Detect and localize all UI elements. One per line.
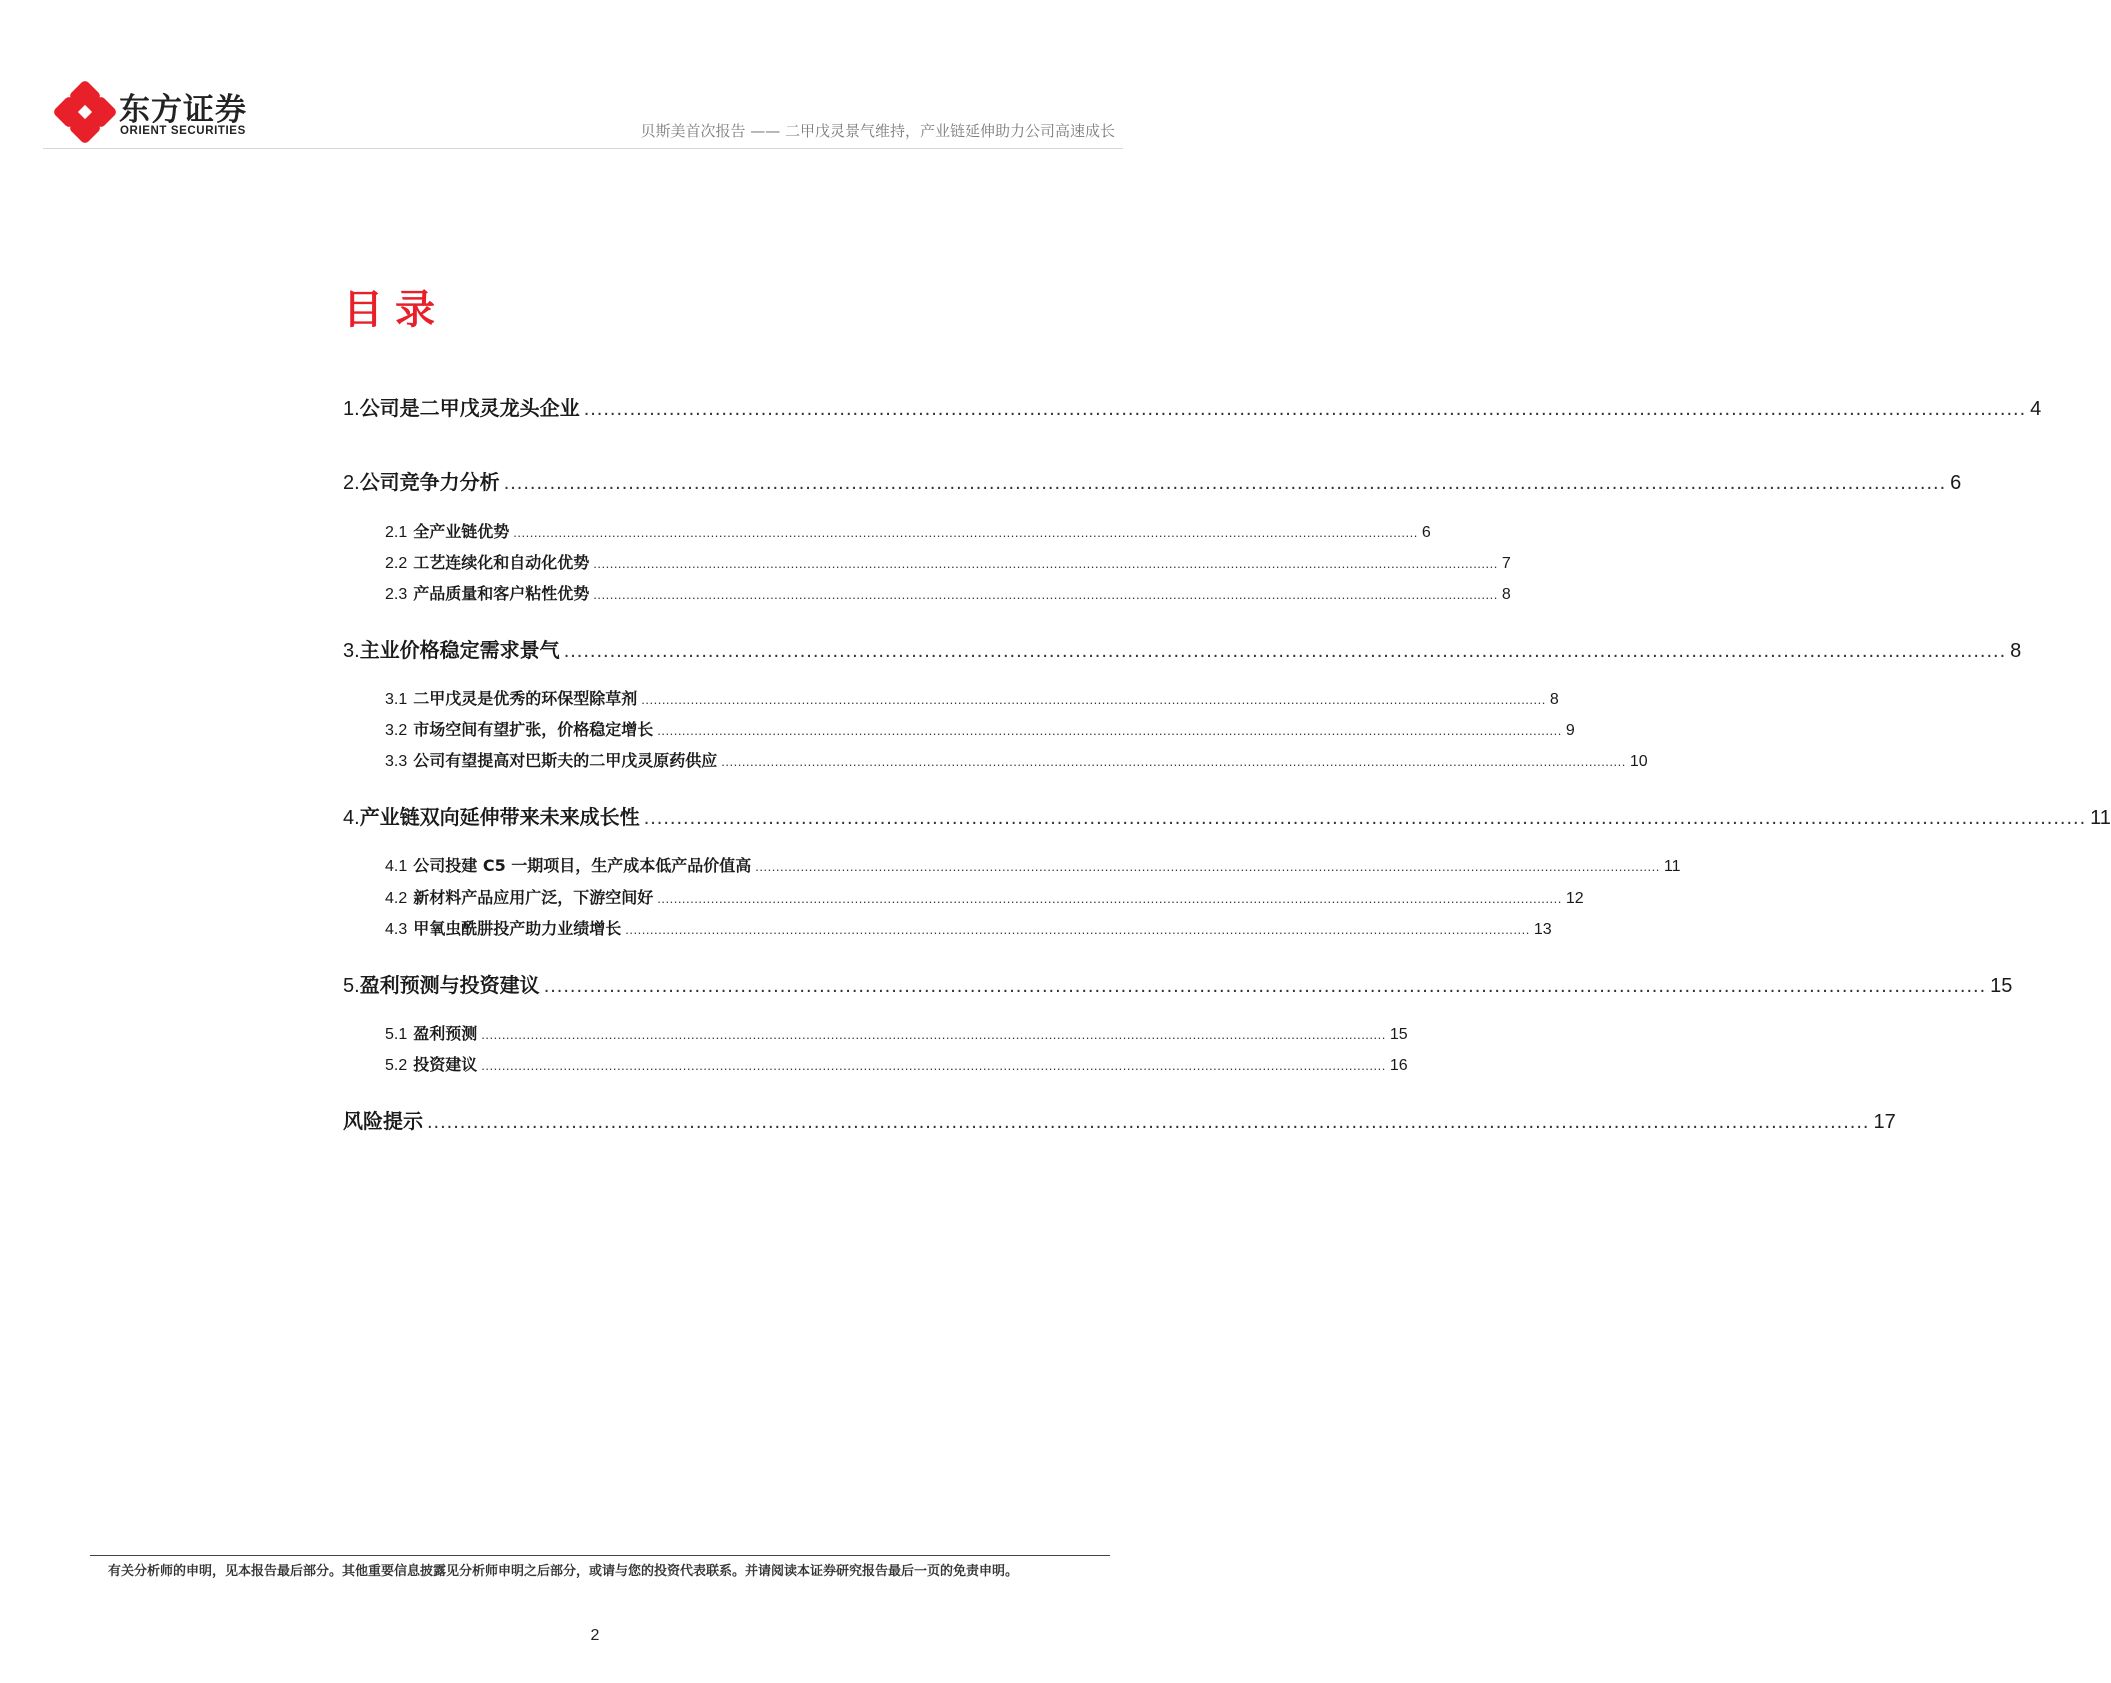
toc-leader-dots: ............................................................................................................................................................................................................................ xyxy=(657,891,1562,906)
toc-entry-page: 16 xyxy=(1389,1057,1408,1074)
toc-leader-dots: ............................................................................................................................................................................................................................ xyxy=(641,692,1546,707)
toc-entry[interactable] xyxy=(343,466,1962,495)
toc-leader-dots: ............................................................................................................................................................................................................................ xyxy=(593,587,1498,602)
page-number: 2 xyxy=(590,1627,600,1644)
toc-leader-dots: ............................................................................................................................................................................................................................ xyxy=(503,472,1947,494)
toc-entry-title: 公司是二甲戊灵龙头企业 xyxy=(359,396,580,420)
toc-entry[interactable] xyxy=(385,1021,1408,1044)
toc-entry[interactable] xyxy=(343,801,2111,830)
toc-leader-dots: ............................................................................................................................................................................................................................ xyxy=(755,859,1660,874)
toc-entry-number: 2.2 xyxy=(385,555,408,572)
toc-entry-title: 投资建议 xyxy=(413,1055,478,1074)
toc-entry-number: 1. xyxy=(343,398,360,420)
toc-entry-page: 11 xyxy=(2090,807,2111,829)
toc-entry[interactable] xyxy=(385,519,1431,542)
toc-leader-dots: ............................................................................................................................................................................................................................ xyxy=(721,754,1626,769)
toc-entry-number: 5.1 xyxy=(385,1026,408,1043)
toc-entry[interactable] xyxy=(385,748,1648,771)
toc-entry-page: 15 xyxy=(1990,975,2013,997)
toc-leader-dots: ............................................................................................................................................................................................................................ xyxy=(643,807,2087,829)
toc-entry-page: 4 xyxy=(2030,398,2042,420)
toc-leader-dots: ............................................................................................................................................................................................................................ xyxy=(513,525,1418,540)
toc-entry-title: 产业链双向延伸带来未来成长性 xyxy=(359,805,640,829)
toc-entry-page: 15 xyxy=(1389,1026,1408,1043)
toc-entry-number: 2.1 xyxy=(385,524,408,541)
toc-entry-number: 5.2 xyxy=(385,1057,408,1074)
toc-entry-title: 新材料产品应用广泛，下游空间好 xyxy=(413,888,654,907)
toc-entry-title: 产品质量和客户粘性优势 xyxy=(413,584,590,603)
toc-entry[interactable] xyxy=(385,550,1511,573)
toc-entry-number: 4.1 xyxy=(385,858,408,875)
toc-entry-page: 17 xyxy=(1873,1111,1896,1133)
toc-entry-title: 全产业链优势 xyxy=(413,522,510,541)
toc-entry[interactable] xyxy=(385,1052,1408,1075)
toc-entry[interactable] xyxy=(343,634,2022,663)
toc-leader-dots: ............................................................................................................................................................................................................................ xyxy=(481,1058,1386,1073)
orient-securities-logo xyxy=(55,82,355,142)
toc-entry-page: 8 xyxy=(1549,691,1559,708)
toc-entry-page: 6 xyxy=(1950,472,1962,494)
toc-entry-number: 5. xyxy=(343,975,360,997)
toc-entry-number: 3.2 xyxy=(385,722,408,739)
toc-entry-title: 二甲戊灵是优秀的环保型除草剂 xyxy=(413,689,638,708)
toc-leader-dots: ............................................................................................................................................................................................................................ xyxy=(563,640,2007,662)
toc-entry-page: 13 xyxy=(1533,921,1552,938)
toc-leader-dots: ............................................................................................................................................................................................................................ xyxy=(657,723,1562,738)
toc-entry-number: 3.1 xyxy=(385,691,408,708)
toc-entry-title: 公司有望提高对巴斯夫的二甲戊灵原药供应 xyxy=(413,751,718,770)
toc-entry-number: 2.3 xyxy=(385,586,408,603)
toc-leader-dots: ............................................................................................................................................................................................................................ xyxy=(481,1027,1386,1042)
report-running-title: 贝斯美首次报告 —— 二甲戊灵景气维持，产业链延伸助力公司高速成长 xyxy=(640,122,1115,140)
toc-entry-number: 4.2 xyxy=(385,890,408,907)
toc-entry-page: 7 xyxy=(1501,555,1511,572)
toc-leader-dots: ............................................................................................................................................................................................................................ xyxy=(583,398,2027,420)
toc-entry-page: 6 xyxy=(1421,524,1431,541)
toc-entry[interactable] xyxy=(385,581,1511,604)
toc-entry-title: 主业价格稳定需求景气 xyxy=(359,638,560,662)
toc-leader-dots: ............................................................................................................................................................................................................................ xyxy=(543,975,1987,997)
logo-mark-icon xyxy=(55,82,115,142)
toc-leader-dots: ............................................................................................................................................................................................................................ xyxy=(593,556,1498,571)
toc-entry-title: 甲氧虫酰肼投产助力业绩增长 xyxy=(413,919,622,938)
toc-entry[interactable] xyxy=(385,717,1575,740)
toc-entry[interactable] xyxy=(385,853,1681,876)
page-header xyxy=(43,76,1123,149)
toc-entry[interactable] xyxy=(385,885,1584,908)
toc-entry[interactable] xyxy=(343,969,2013,998)
toc-entry-page: 8 xyxy=(1501,586,1511,603)
toc-heading: 目录 xyxy=(343,287,447,333)
toc-entry-number: 4.3 xyxy=(385,921,408,938)
logo-chinese-name: 东方证券 xyxy=(119,92,247,128)
toc-entry-title: 工艺连续化和自动化优势 xyxy=(413,553,590,572)
toc-entry-title: 公司投建 C5 一期项目，生产成本低产品价值高 xyxy=(413,856,752,875)
toc-entry-number: 4. xyxy=(343,807,360,829)
toc-leader-dots: ............................................................................................................................................................................................................................ xyxy=(427,1111,1870,1133)
toc-entry-page: 9 xyxy=(1565,722,1575,739)
toc-entry-page: 11 xyxy=(1663,858,1681,875)
toc-entry-title: 盈利预测 xyxy=(413,1024,478,1043)
toc-entry[interactable] xyxy=(343,1105,1896,1134)
toc-entry-number: 3. xyxy=(343,640,360,662)
toc-entry-page: 12 xyxy=(1565,890,1584,907)
toc-entry-page: 8 xyxy=(2010,640,2022,662)
toc-entry-title: 风险提示 xyxy=(343,1109,423,1133)
toc-entry-title: 盈利预测与投资建议 xyxy=(359,973,540,997)
toc-entry-number: 3.3 xyxy=(385,753,408,770)
toc-entry[interactable] xyxy=(385,686,1559,709)
toc-entry[interactable] xyxy=(385,916,1552,939)
toc-entry-page: 10 xyxy=(1629,753,1648,770)
logo-english-name: ORIENT SECURITIES xyxy=(120,125,246,137)
toc-leader-dots: ............................................................................................................................................................................................................................ xyxy=(625,922,1530,937)
toc-entry-title: 市场空间有望扩张，价格稳定增长 xyxy=(413,720,654,739)
toc-entry[interactable] xyxy=(343,392,2042,421)
footer-disclaimer: 有关分析师的申明，见本报告最后部分。其他重要信息披露见分析师申明之后部分，或请与您的投资代表联系。并请阅读本证券研究报告最后一页的免责申明。 xyxy=(108,1564,1019,1579)
footer-divider xyxy=(90,1555,1110,1556)
toc-entry-title: 公司竞争力分析 xyxy=(359,470,500,494)
toc-entry-number: 2. xyxy=(343,472,360,494)
